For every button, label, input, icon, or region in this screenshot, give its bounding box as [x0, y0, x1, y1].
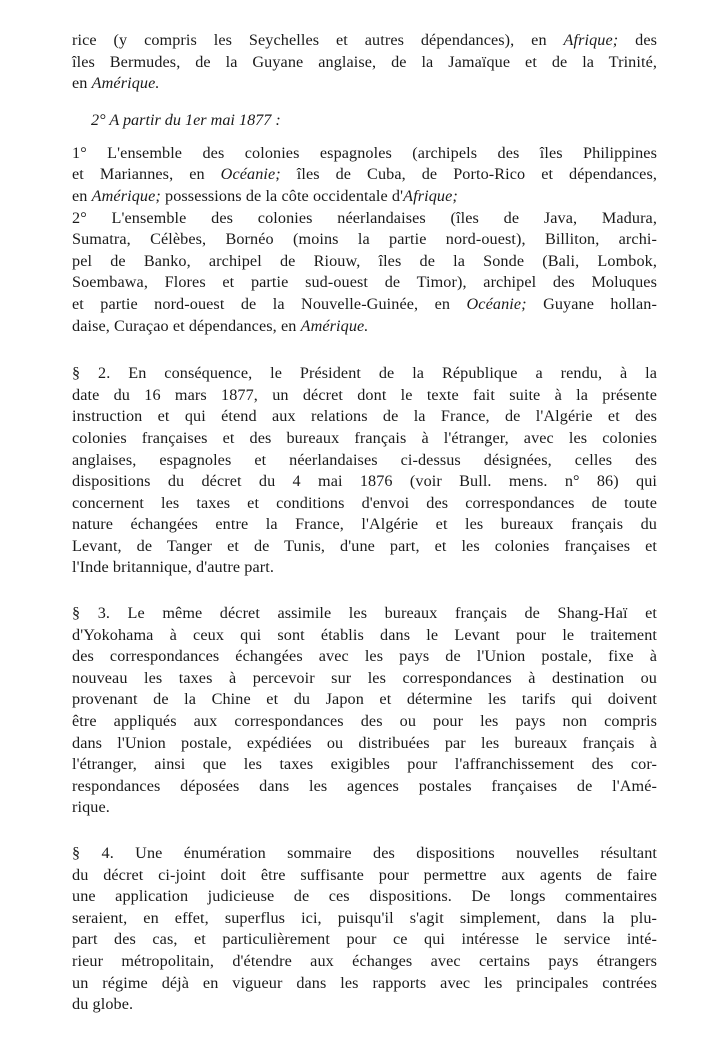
italic-text: Amérique.: [300, 316, 369, 335]
text-line: daise, Curaçao et dépendances, en Amérique.: [72, 316, 369, 335]
italic-text: Océanie;: [220, 165, 281, 184]
text-line: être appliqués aux correspondances des ou pour les pays non compris: [72, 712, 657, 731]
text-line: 2° L'ensemble des colonies néerlandaises (îles de Java, Madura,: [72, 208, 657, 227]
text-line: Soembawa, Flores et partie sud-ouest de Timor), archipel des Moluques: [72, 273, 657, 292]
text-line: dans l'Union postale, expédiées ou distribuées par les bureaux français à: [72, 733, 657, 752]
text-line: § 3. Le même décret assimile les bureaux français de Shang-Haï et: [72, 604, 657, 623]
text-line: et partie nord-ouest de la Nouvelle-Guinée, en Océanie; Guyane hollan-: [72, 294, 657, 313]
text-line: en Amérique.: [72, 74, 160, 93]
text-line: l'Inde britannique, d'autre part.: [72, 558, 274, 577]
text-line: en Amérique; possessions de la côte occidentale d'Afrique;: [72, 186, 458, 205]
italic-text: Afrique;: [563, 31, 619, 49]
text-line: instruction et qui étend aux relations de la France, de l'Algérie et des: [72, 407, 657, 426]
text-line: Sumatra, Célèbes, Bornéo (moins la partie nord-ouest), Billiton, archi-: [72, 230, 657, 249]
section-3-paragraph: [72, 603, 657, 819]
text-line: colonies françaises et des bureaux français à l'étranger, avec les colonies: [72, 428, 657, 447]
text-line: rieur métropolitain, d'étendre aux échanges avec certains pays étrangers: [72, 951, 657, 970]
text-line: § 4. Une énumération sommaire des dispositions nouvelles résultant: [72, 844, 657, 862]
text-line: du globe.: [72, 995, 134, 1014]
document-page: [72, 30, 657, 1016]
text-line: concernent les taxes et conditions d'envoi des correspondances de toute: [72, 493, 657, 512]
text-line: nouveau les taxes à percevoir sur les correspondances à destination ou: [72, 668, 657, 687]
text-line: îles Bermudes, de la Guyane anglaise, de la Jamaïque et de la Trinité,: [72, 52, 657, 71]
italic-text: Amérique;: [91, 186, 161, 205]
text-line: et Mariannes, en Océanie; îles de Cuba, de Porto-Rico et dépendances,: [72, 165, 657, 184]
text-line: provenant de la Chine et du Japon et détermine les tarifs qui doivent: [72, 690, 657, 709]
item-dutch-colonies: [72, 208, 657, 338]
item-spanish-colonies: [72, 143, 657, 208]
section-4-paragraph: [72, 843, 657, 1016]
text-line: respondances déposées dans les agences postales françaises de l'Amé-: [72, 776, 657, 795]
italic-text: Afrique;: [403, 186, 458, 205]
text-line: part des cas, et particulièrement pour ce qui intéresse le service inté-: [72, 930, 657, 949]
text-line: anglaises, espagnoles et néerlandaises ci-dessus désignées, celles des: [72, 450, 657, 469]
text-line: l'étranger, ainsi que les taxes exigibles pour l'affranchissement des cor-: [72, 755, 657, 774]
text-line: une application judicieuse de ces dispositions. De longs commentaires: [72, 887, 657, 906]
text-line: 1° L'ensemble des colonies espagnoles (archipels des îles Philippines: [72, 143, 657, 162]
text-line: un régime déjà en vigueur dans les rapports avec les principales contrées: [72, 973, 657, 992]
text-line: rique.: [72, 798, 110, 817]
paragraph-continuation: [72, 30, 657, 95]
text-line: dispositions du décret du 4 mai 1876 (voir Bull. mens. n° 86) qui: [72, 472, 657, 491]
italic-text: Amérique.: [91, 74, 160, 93]
italic-text: Océanie;: [466, 294, 527, 313]
text-line: Levant, de Tanger et de Tunis, d'une part, et les colonies françaises et: [72, 536, 657, 555]
text-line: du décret ci-joint doit être suffisante pour permettre aux agents de faire: [72, 865, 657, 884]
text-line: nature échangées entre la France, l'Algérie et les bureaux français du: [72, 515, 657, 534]
text-line: rice (y compris les Seychelles et autres dépendances), en Afrique; des: [72, 31, 658, 49]
text-line: d'Yokohama à ceux qui sont établis dans le Levant pour le traitement: [72, 625, 657, 644]
text-line: § 2. En conséquence, le Président de la République a rendu, à la: [72, 364, 657, 383]
heading-from-may-1877: 2° A partir du 1er mai 1877 :: [91, 110, 281, 129]
text-line: seraient, en effet, superflus ici, puisqu'il s'agit simplement, dans la plu-: [72, 908, 657, 927]
text-line: pel de Banko, archipel de Riouw, îles de la Sonde (Bali, Lombok,: [72, 251, 657, 270]
text-line: des correspondances échangées avec les pays de l'Union postale, fixe à: [72, 647, 657, 666]
section-2-paragraph: [72, 363, 657, 579]
text-line: date du 16 mars 1877, un décret dont le texte fait suite à la présente: [72, 385, 657, 404]
